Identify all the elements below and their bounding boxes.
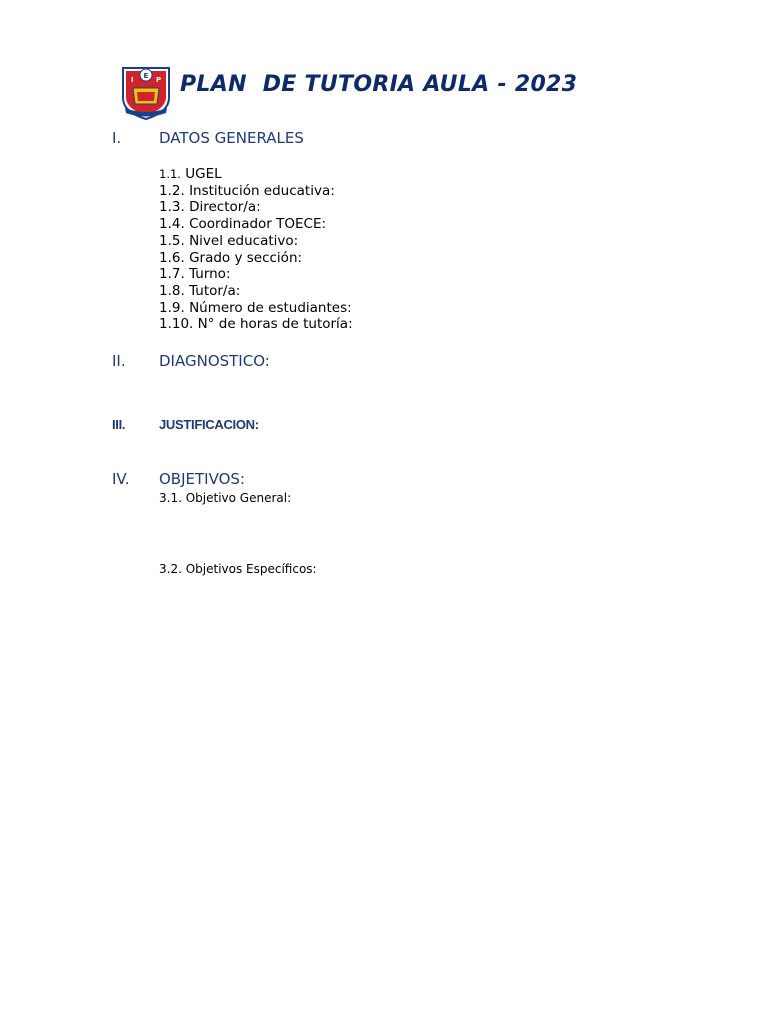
item-number: 1.9. <box>159 299 185 316</box>
item-label: Institución educativa: <box>189 182 335 199</box>
section-number: III. <box>112 417 126 432</box>
item-number: 1.7. <box>159 266 185 283</box>
item-number: 1.8. <box>159 282 185 299</box>
section-number: IV. <box>112 470 130 488</box>
svg-text:E: E <box>143 72 149 80</box>
item-label: N° de horas de tutoría: <box>197 316 353 333</box>
list-item <box>159 283 353 300</box>
objetivos-especificos-label: 3.2. Objetivos Específicos: <box>159 562 317 576</box>
datos-generales-list <box>159 166 353 333</box>
item-number: 1.1. <box>159 167 181 181</box>
item-label: Grado y sección: <box>189 249 303 266</box>
item-number: 1.6. <box>159 249 185 266</box>
logo-lettering <box>119 64 173 120</box>
section-number: I. <box>112 129 122 147</box>
item-label: UGEL <box>185 166 222 182</box>
section-title-objetivos: OBJETIVOS: <box>159 470 245 488</box>
svg-text:P: P <box>156 76 162 84</box>
item-label: Turno: <box>189 266 231 283</box>
list-item <box>159 183 353 200</box>
section-number: II. <box>112 352 126 370</box>
item-label: Tutor/a: <box>189 282 241 299</box>
item-number: 1.10. <box>159 316 194 333</box>
list-item <box>159 300 353 317</box>
svg-text:I: I <box>131 76 134 84</box>
section-title-diagnostico: DIAGNOSTICO: <box>159 352 270 370</box>
list-item <box>159 266 353 283</box>
objetivo-general-label: 3.1. Objetivo General: <box>159 491 292 505</box>
list-item <box>159 316 353 333</box>
item-label: Nivel educativo: <box>189 232 299 249</box>
list-item <box>159 216 353 233</box>
item-number: 1.3. <box>159 199 185 216</box>
item-label: Número de estudiantes: <box>189 299 352 316</box>
item-label: Director/a: <box>189 199 261 216</box>
list-item <box>159 166 353 183</box>
list-item <box>159 199 353 216</box>
item-label: Coordinador TOECE: <box>189 216 327 233</box>
item-number: 1.4. <box>159 216 185 233</box>
document-title: PLAN DE TUTORIA AULA - 2023 <box>180 72 578 97</box>
item-number: 1.2. <box>159 182 185 199</box>
list-item <box>159 233 353 250</box>
section-title-justificacion: JUSTIFICACION: <box>159 417 259 432</box>
list-item <box>159 250 353 267</box>
section-title-datos-generales: DATOS GENERALES <box>159 129 304 147</box>
item-number: 1.5. <box>159 232 185 249</box>
